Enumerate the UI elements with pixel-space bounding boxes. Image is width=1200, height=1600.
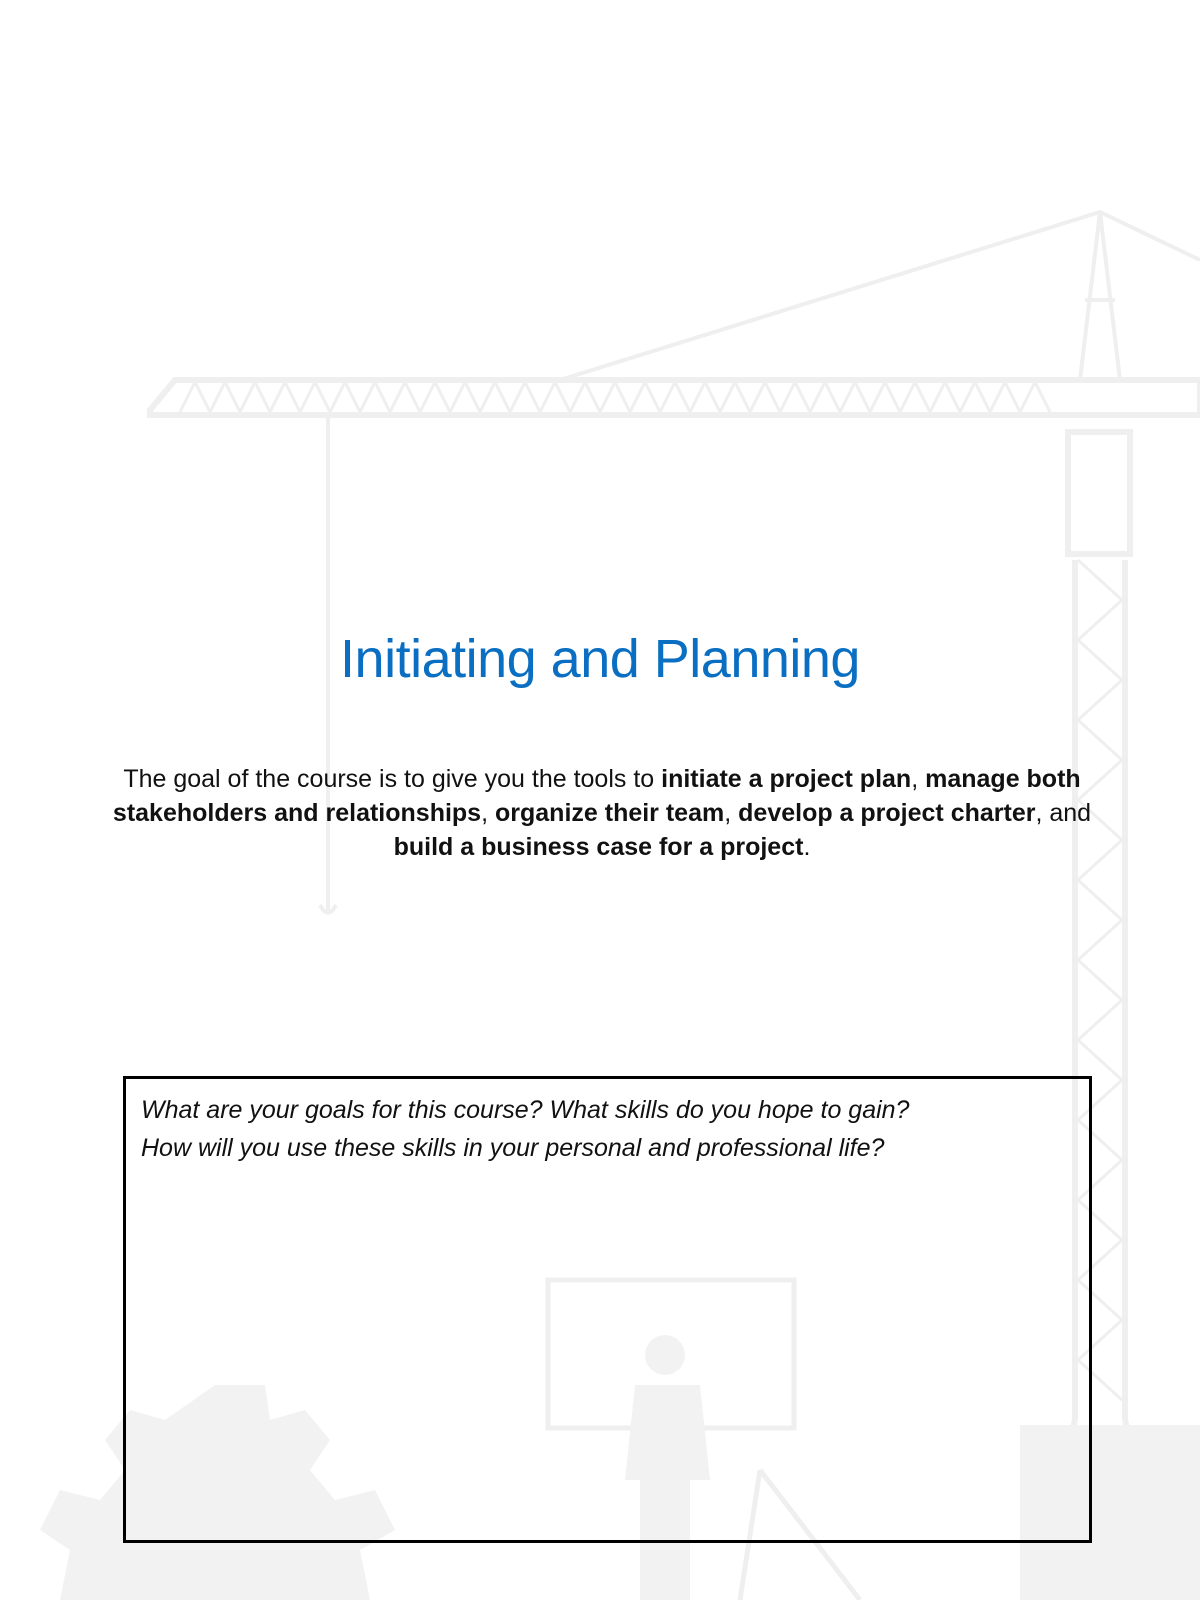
intro-emphasis-manage: manage both stakeholders and relationships bbox=[112, 765, 1081, 827]
intro-text-1: The goal of the course is to give you the tools to bbox=[123, 765, 662, 793]
intro-text-4: , bbox=[724, 799, 739, 827]
intro-emphasis-charter: develop a project charter bbox=[738, 799, 1036, 827]
crane-cab bbox=[1068, 432, 1130, 554]
crane-jib-truss bbox=[180, 382, 1050, 412]
intro-emphasis-business-case: build a business case for a project bbox=[393, 833, 804, 861]
page-title: Initiating and Planning bbox=[340, 629, 860, 689]
course-goal-paragraph bbox=[108, 762, 1096, 864]
reflection-answer-box[interactable] bbox=[123, 1076, 1092, 1543]
intro-text-3: , bbox=[481, 799, 495, 827]
intro-text-6: . bbox=[803, 833, 811, 861]
intro-text-5: , and bbox=[1035, 799, 1092, 827]
reflection-prompt-line-2: How will you use these skills in your personal and professional life? bbox=[141, 1134, 885, 1162]
reflection-prompt bbox=[141, 1091, 1061, 1167]
reflection-prompt-line-1: What are your goals for this course? What skills do you hope to gain? bbox=[141, 1096, 910, 1124]
crane-top-pyramid bbox=[1080, 212, 1120, 380]
intro-emphasis-organize: organize their team bbox=[495, 799, 725, 827]
intro-text-2: , bbox=[911, 765, 926, 793]
intro-emphasis-initiate: initiate a project plan bbox=[661, 765, 912, 793]
